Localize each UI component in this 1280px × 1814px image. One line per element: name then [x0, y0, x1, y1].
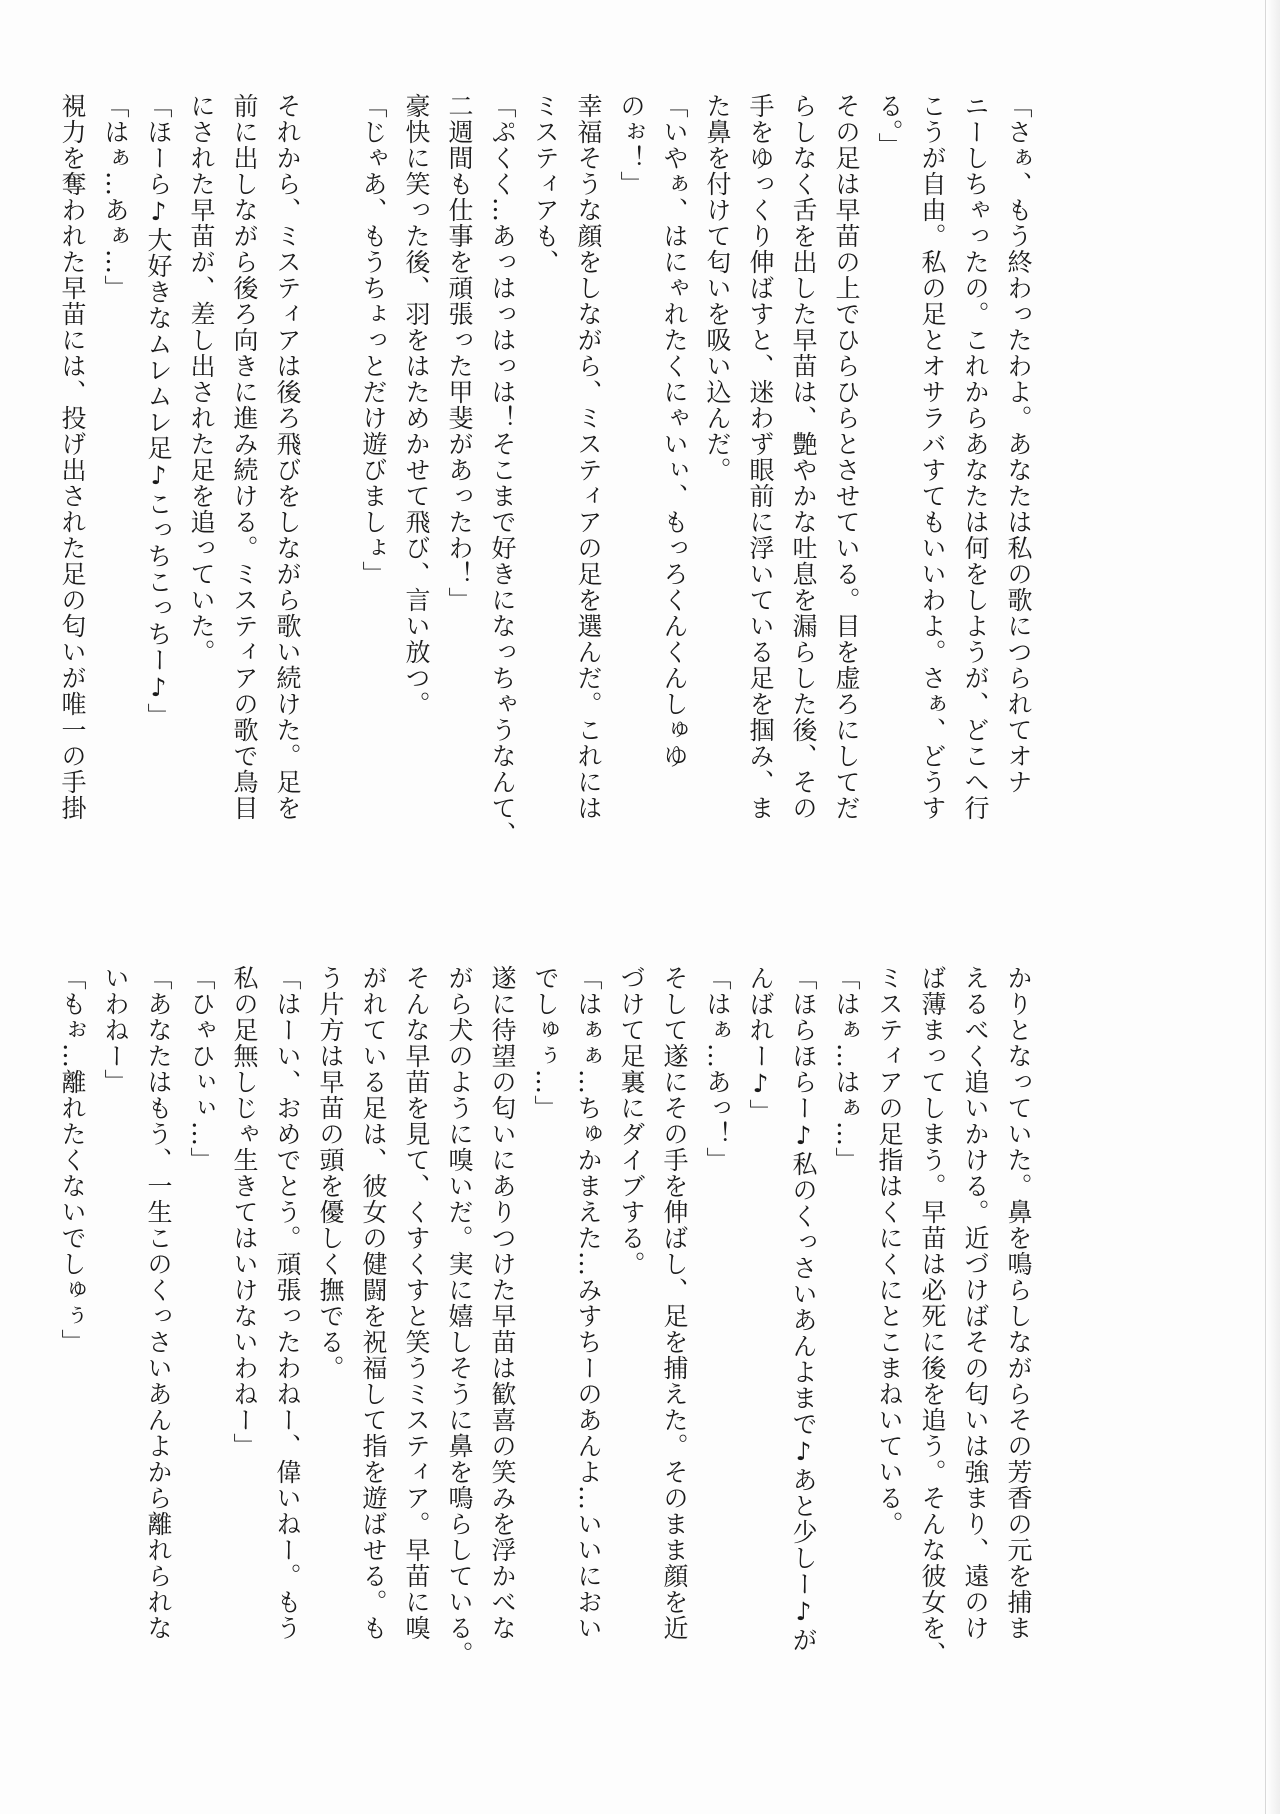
text-line: う片方は早苗の頭を優しく撫でる。	[316, 965, 345, 1381]
page-edge-shadow	[1266, 0, 1280, 1814]
text-line: いわねー」	[101, 965, 130, 1095]
text-line: ば薄まってしまう。早苗は必死に後を追う。そんな彼女を、	[918, 965, 947, 1667]
text-line: 「あなたはもう、一生このくっさいあんよから離れられな	[144, 965, 173, 1641]
text-line: 二週間も仕事を頑張った甲斐があったわ！」	[445, 93, 474, 613]
text-line: 幸福そうな顔をしながら、ミスティアの足を選んだ。これには	[574, 93, 603, 821]
upper-text-block	[58, 93, 1040, 863]
text-line: にされた早苗が、差し出された足を追っていた。	[187, 93, 216, 665]
text-line: のぉ！」	[617, 93, 646, 197]
text-line: 前に出しながら後ろ向きに進み続ける。ミスティアの歌で鳥目	[230, 93, 259, 821]
text-line: 「ぷくく…あっはっはっは！そこまで好きになっちゃうなんて、	[488, 93, 517, 847]
text-line	[309, 93, 352, 863]
text-line: 「さぁ、もう終わったわよ。あなたは私の歌につられてオナ	[1004, 93, 1033, 795]
text-line: る。」	[875, 93, 904, 159]
text-line: づけて足裏にダイブする。	[617, 965, 646, 1277]
text-line: 「はーい、おめでとう。頑張ったわねー、偉いねー。もう	[273, 965, 302, 1641]
text-line: 「はぁぁ…ちゅかまえた…みすちーのあんよ…いいにおい	[574, 965, 603, 1641]
text-line: 遂に待望の匂いにありつけた早苗は歓喜の笑みを浮かべな	[488, 965, 517, 1641]
text-line: そして遂にその手を伸ばし、足を捕えた。そのまま顔を近	[660, 965, 689, 1641]
text-line: 手をゆっくり伸ばすと、迷わず眼前に浮いている足を掴み、ま	[746, 93, 775, 821]
text-line: 「いやぁ、はにゃれたくにゃいぃ、もっろくんくんしゅゆ	[660, 93, 689, 769]
text-line: んばれー♪」	[746, 965, 775, 1125]
text-line: 豪快に笑った後、羽をはためかせて飛び、言い放つ。	[402, 93, 431, 717]
text-line: 「はぁ…あぁ…」	[101, 93, 130, 301]
text-line: がら犬のように嗅いだ。実に嬉しそうに鼻を鳴らしている。	[445, 965, 474, 1667]
page-edge-line	[1265, 0, 1266, 1814]
text-line: ミスティアも、	[531, 93, 560, 275]
text-line: こうが自由。私の足とオサラバすてもいいわよ。さぁ、どうす	[918, 93, 947, 821]
text-line: でしゅぅ…」	[531, 965, 560, 1121]
text-line: た鼻を付けて匂いを吸い込んだ。	[703, 93, 732, 483]
text-line: 「ひゃひぃぃ…」	[187, 965, 216, 1173]
text-line: 「ほらほらー♪私のくっさいあんよまで♪あと少しー♪が	[789, 965, 818, 1653]
text-line: がれている足は、彼女の健闘を祝福して指を遊ばせる。も	[359, 965, 388, 1641]
text-line: 「はぁ…はぁ…」	[832, 965, 861, 1173]
text-line: えるべく追いかける。近づけばその匂いは強まり、遠のけ	[961, 965, 990, 1641]
text-line: 「もぉ…離れたくないでしゅぅ」	[58, 965, 87, 1355]
text-line: 視力を奪われた早苗には、投げ出された足の匂いが唯一の手掛	[58, 93, 87, 821]
text-line: ニーしちゃったの。これからあなたは何をしようが、どこへ行	[961, 93, 990, 821]
text-line: そんな早苗を見て、くすくすと笑うミスティア。早苗に嗅	[402, 965, 431, 1641]
text-line: それから、ミスティアは後ろ飛びをしながら歌い続けた。足を	[273, 93, 302, 821]
text-line: 「はぁ…あっ！」	[703, 965, 732, 1173]
text-line: かりとなっていた。鼻を鳴らしながらその芳香の元を捕ま	[1004, 965, 1033, 1641]
text-line: ミスティアの足指はくにくにとこまねいている。	[875, 965, 904, 1537]
text-line: その足は早苗の上でひらひらとさせている。目を虚ろにしてだ	[832, 93, 861, 821]
text-line: らしなく舌を出した早苗は、艶やかな吐息を漏らした後、その	[789, 93, 818, 821]
text-line: 私の足無しじゃ生きてはいけないわねー」	[230, 965, 259, 1459]
text-line: 「じゃあ、もうちょっとだけ遊びましょ」	[359, 93, 388, 587]
lower-text-block	[58, 965, 1040, 1735]
text-line: 「ほーら♪大好きなムレムレ足♪こっちこっちー♪」	[144, 93, 173, 729]
